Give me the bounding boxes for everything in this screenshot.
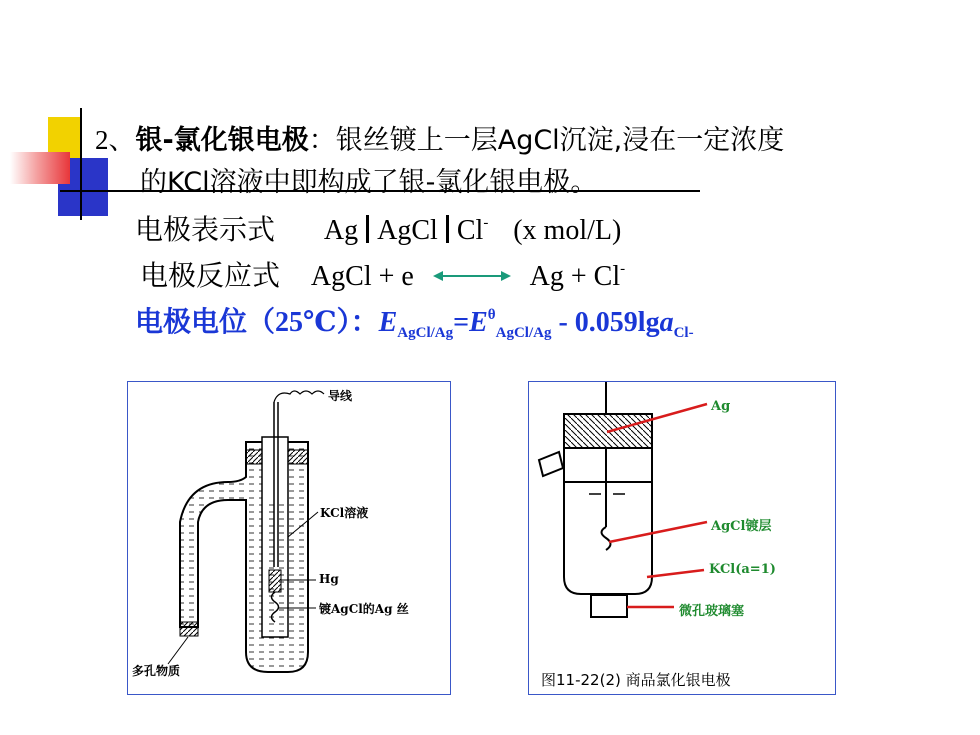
electrode-name: 银-氯化银电极 <box>135 125 309 156</box>
potential-E: E <box>378 307 398 338</box>
intro-line-1 <box>95 118 784 157</box>
label-kcl-activity: KCl(a=1) <box>709 562 776 577</box>
label-hg: Hg <box>319 572 339 586</box>
electrode-notation-line <box>135 208 621 248</box>
left-electrode-figure <box>127 381 451 695</box>
right-electrode-figure <box>528 381 836 695</box>
equilibrium-arrow-icon <box>433 269 511 283</box>
potential-sub-2: AgCl/Ag <box>495 325 552 341</box>
potential-E-std: E <box>469 307 488 338</box>
notation-agcl: AgCl <box>377 215 438 246</box>
electrode-potential-line <box>135 300 694 342</box>
potential-activity: a <box>659 307 674 338</box>
notation-ag: Ag <box>323 215 359 246</box>
notation-concentration: (x mol/L) <box>513 215 622 246</box>
label-glass-plug: 微孔玻璃塞 <box>679 604 745 619</box>
deco-red-bar <box>10 152 70 184</box>
label-ag: Ag <box>711 399 731 414</box>
reaction-right-charge: - <box>620 261 626 277</box>
notation-cl: Cl <box>456 215 484 246</box>
potential-close: ）： <box>336 305 379 338</box>
label-agcl-coating: AgCl镀层 <box>711 519 772 534</box>
potential-sub-3: Cl- <box>673 325 694 341</box>
notation-cl-charge: - <box>483 215 489 231</box>
reaction-right: Ag + Cl <box>529 261 621 292</box>
phase-boundary-1 <box>366 215 369 243</box>
intro-text-1: ：银丝镀上一层AgCl沉淀,浸在一定浓度 <box>308 125 785 156</box>
electrode-reaction-line <box>140 254 625 294</box>
label-porous-material: 多孔物质 <box>132 664 181 678</box>
reaction-left: AgCl + e <box>310 261 414 292</box>
figure-caption: 图11-22(2) 商品氯化银电极 <box>541 671 731 689</box>
u-tube-electrode-drawing <box>128 382 450 694</box>
potential-minus: - 0.059lg <box>551 307 660 338</box>
commercial-electrode-drawing <box>529 382 835 694</box>
potential-temp: 25℃ <box>275 307 337 338</box>
potential-label: 电极电位（ <box>135 305 276 338</box>
label-coated-ag-wire: 镀AgCl的Ag 丝 <box>319 602 409 616</box>
label-kcl-solution: KCl溶液 <box>320 506 369 520</box>
potential-theta: θ <box>487 307 496 323</box>
potential-sub-1: AgCl/Ag <box>397 325 454 341</box>
label-wire: 导线 <box>328 389 353 403</box>
phase-boundary-2 <box>446 215 449 243</box>
intro-line-2 <box>140 160 597 199</box>
intro-text-2: 的KCl溶液中即构成了银-氯化银电极。 <box>140 167 598 198</box>
notation-label: 电极表示式 <box>135 213 276 246</box>
deco-vertical-line <box>80 108 82 220</box>
potential-eq: = <box>453 307 470 338</box>
item-number: 2、 <box>95 125 136 155</box>
reaction-label: 电极反应式 <box>140 259 281 292</box>
